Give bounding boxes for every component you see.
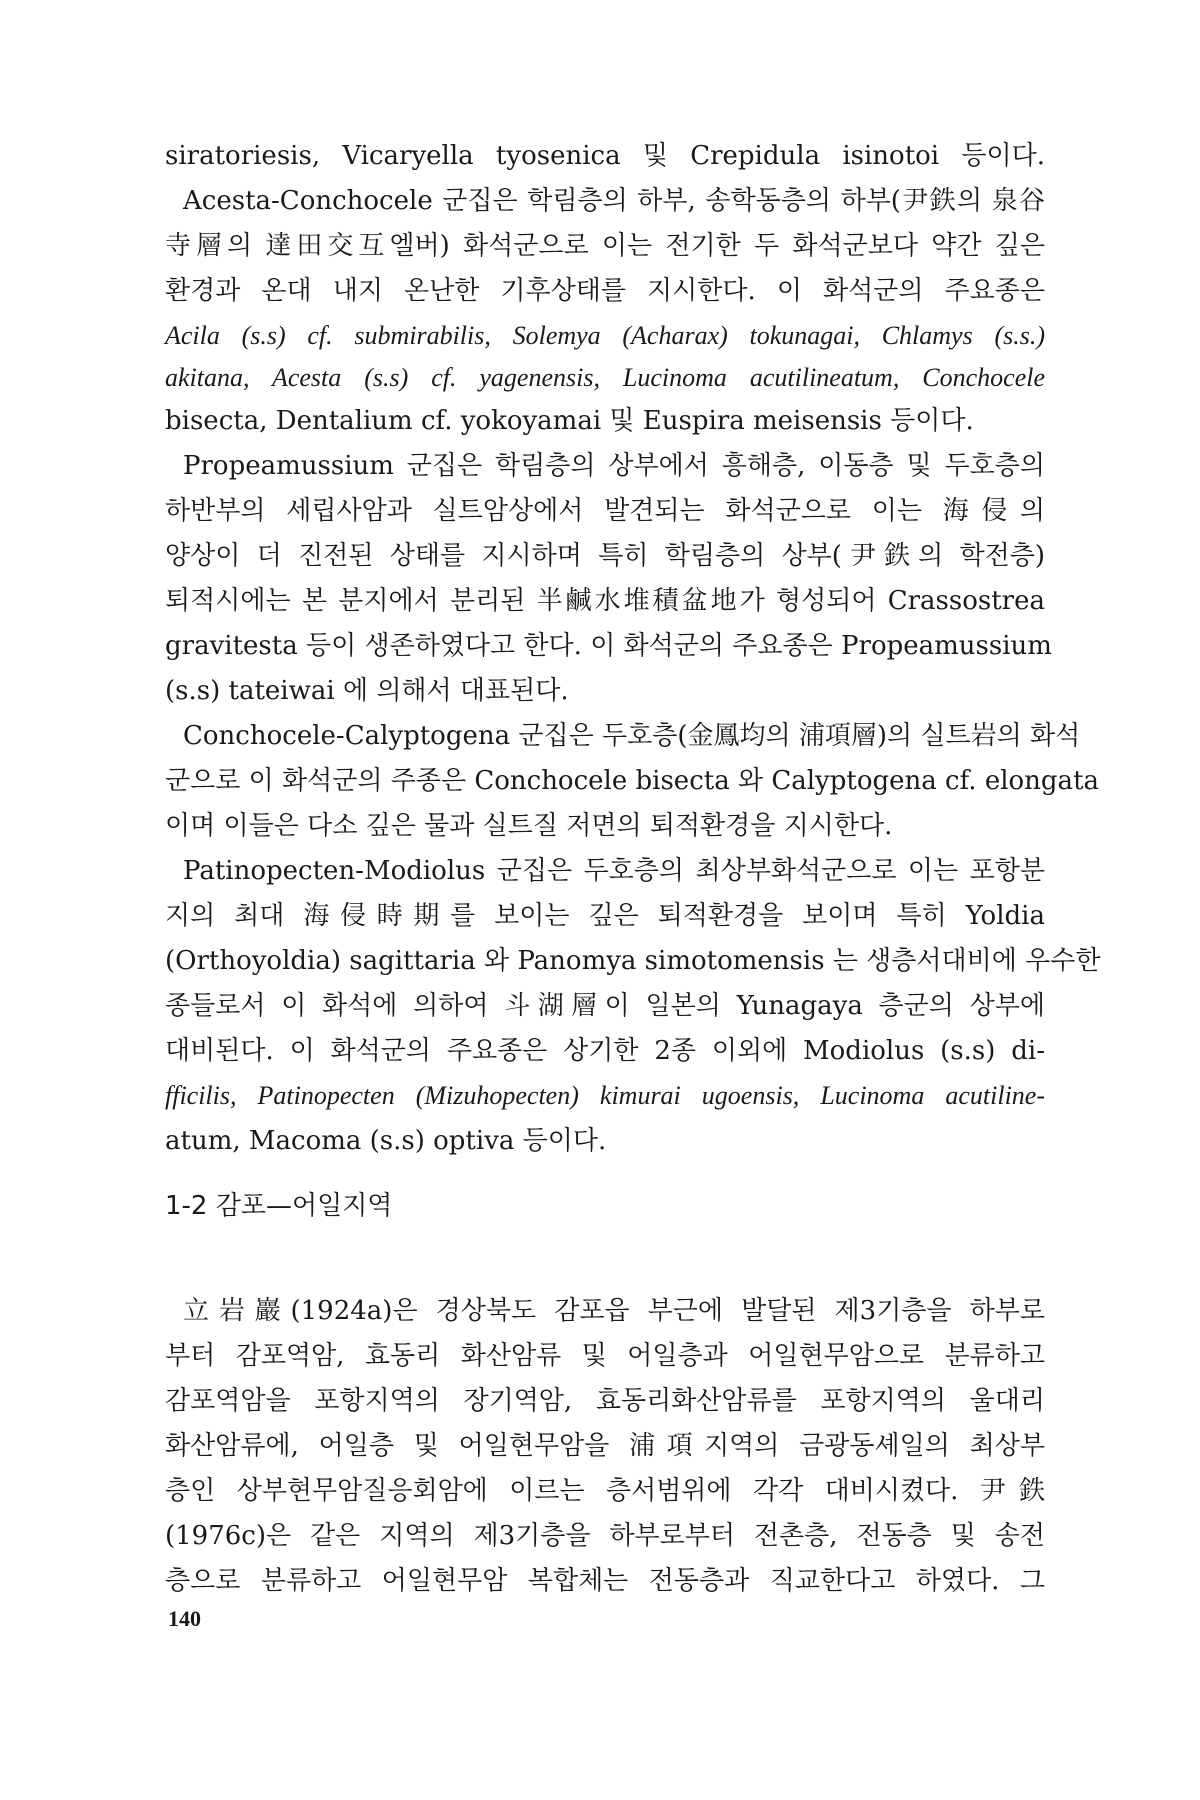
text-line: 양상이 더 진전된 상태를 지시하며 특히 학림층의 상부(尹鉄의 학전층): [165, 541, 1045, 571]
text-line: (s.s) tateiwai 에 의해서 대표된다.: [165, 676, 569, 706]
text-line: Acesta-Conchocele 군집은 학림층의 하부, 송학동층의 하부(尹鉄의 泉谷: [183, 186, 1045, 216]
text-line: 이며 이들은 다소 깊은 물과 실트질 저면의 퇴적환경을 지시한다.: [165, 811, 893, 841]
text-line: Propeamussium 군집은 학림층의 상부에서 흥해층, 이동층 및 두호층의: [183, 451, 1045, 481]
text-line: 종들로서 이 화석에 의하여 斗湖層이 일본의 Yunagaya 층군의 상부에: [165, 991, 1045, 1021]
text-line: (1976c)은 같은 지역의 제3기층을 하부로부터 전촌층, 전동층 및 송전: [165, 1521, 1045, 1551]
text-line: akitana, Acesta (s.s) cf. yagenensis, Lucinoma acutilineatum, Conchocele: [165, 363, 1045, 392]
section-heading: 1-2 감포—어일지역: [165, 1191, 393, 1221]
text-line: 환경과 온대 내지 온난한 기후상태를 지시한다. 이 화석군의 주요종은: [165, 276, 1045, 306]
text-line: 퇴적시에는 본 분지에서 분리된 半鹹水堆積盆地가 형성되어 Crassostrea: [165, 586, 1045, 616]
text-line: Acila (s.s) cf. submirabilis, Solemya (Acharax) tokunagai, Chlamys (s.s.): [165, 321, 1045, 350]
text-line: bisecta, Dentalium cf. yokoyamai 및 Euspira meisensis 등이다.: [165, 406, 974, 436]
text-line: 대비된다. 이 화석군의 주요종은 상기한 2종 이외에 Modiolus (s.s) di-: [165, 1036, 1045, 1066]
page-number: 140: [168, 1606, 201, 1631]
text-line: 화산암류에, 어일층 및 어일현무암을 浦項지역의 금광동셰일의 최상부: [165, 1431, 1045, 1461]
text-line: Patinopecten-Modiolus 군집은 두호층의 최상부화석군으로 이는 포항분: [183, 856, 1045, 886]
text-line: 立岩巖(1924a)은 경상북도 감포읍 부근에 발달된 제3기층을 하부로: [183, 1296, 1045, 1326]
text-line: 층으로 분류하고 어일현무암 복합체는 전동층과 직교한다고 하였다. 그: [165, 1566, 1045, 1596]
text-line: (Orthoyoldia) sagittaria 와 Panomya simotomensis 는 생층서대비에 우수한: [165, 946, 1101, 976]
text-line: 군으로 이 화석군의 주종은 Conchocele bisecta 와 Calyptogena cf. elongata: [165, 766, 1100, 796]
text-line: 감포역암을 포항지역의 장기역암, 효동리화산암류를 포항지역의 울대리: [165, 1386, 1045, 1416]
text-line: gravitesta 등이 생존하였다고 한다. 이 화석군의 주요종은 Propeamussium: [165, 631, 1052, 661]
text-line: siratoriesis, Vicaryella tyosenica 및 Crepidula isinotoi 등이다.: [165, 141, 1045, 171]
text-line: atum, Macoma (s.s) optiva 등이다.: [165, 1126, 607, 1156]
text-line: 층인 상부현무암질응회암에 이르는 층서범위에 각각 대비시켰다. 尹鉄: [165, 1476, 1045, 1506]
text-line: 寺層의 達田交互엘버) 화석군으로 이는 전기한 두 화석군보다 약간 깊은: [165, 231, 1045, 261]
text-line: fficilis, Patinopecten (Mizuhopecten) kimurai ugoensis, Lucinoma acutiline-: [165, 1081, 1045, 1110]
text-line: 지의 최대 海侵時期를 보이는 깊은 퇴적환경을 보이며 특히 Yoldia: [165, 901, 1045, 931]
text-line: Conchocele-Calyptogena 군집은 두호층(金鳳均의 浦項層)의 실트岩의 화석: [183, 721, 1081, 751]
text-line: 부터 감포역암, 효동리 화산암류 및 어일층과 어일현무암으로 분류하고: [165, 1341, 1045, 1371]
text-line: 하반부의 세립사암과 실트암상에서 발견되는 화석군으로 이는 海侵의: [165, 496, 1045, 526]
